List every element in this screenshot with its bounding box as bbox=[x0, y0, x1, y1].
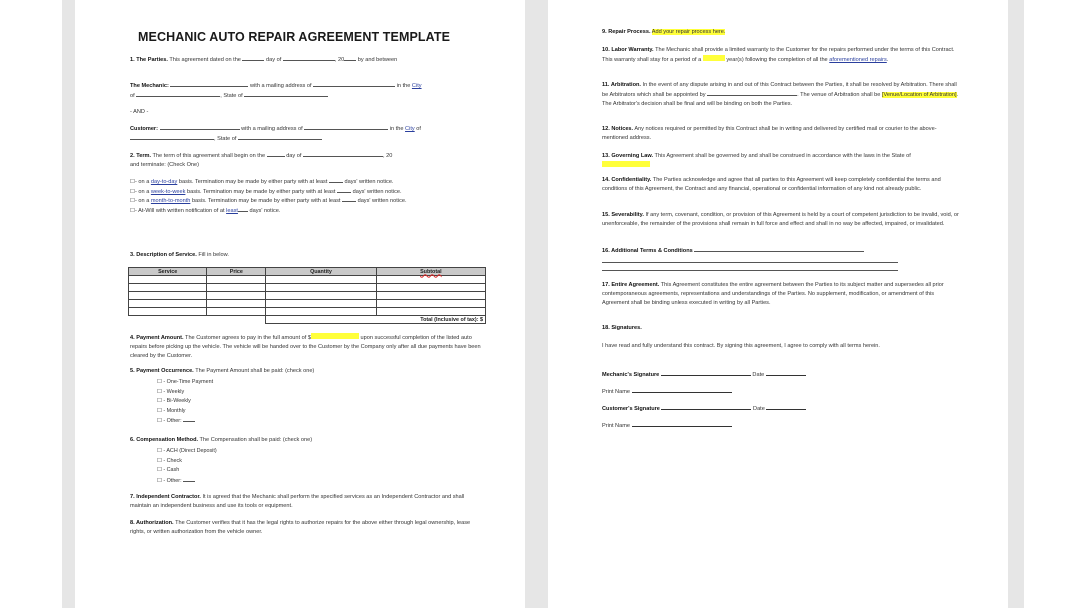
section-arbitration: 11. Arbitration. In the event of any dispute arising in and out of this Contract between the Parties, it shall be resolved by Arbitration. There shall be Arbitrators which shall be appointed by . The venue of Arbitration shall be [Venue/Location of Arbitration]. The Arbitrator's decision shall be final and will be binding on both the Parties. bbox=[602, 82, 959, 108]
mechanic-print-name[interactable]: Print Name bbox=[602, 386, 902, 397]
section-notices: 12. Notices. Any notices required or permitted by this Contract shall be in writing and delivered by certified mail or courier to the above-mentioned address. bbox=[602, 126, 937, 142]
option-other[interactable]: ☐ - Other: bbox=[157, 476, 217, 487]
option-monthly[interactable]: ☐ - Monthly bbox=[157, 407, 186, 414]
section-entire-agreement: 17. Entire Agreement. This Agreement constitutes the entire agreement between the Parties to its subject matter and supersedes all prior contemporaneous agreements, representations and understandings of the Parties. No supplement, modification, or amendment of this Agreement shall be binding unless executed in writing by all Parties. bbox=[602, 282, 944, 307]
option-weekly[interactable]: ☐ - Weekly bbox=[157, 388, 185, 395]
payment-occurrence-options[interactable] bbox=[157, 378, 213, 427]
option-other[interactable]: ☐ - Other: bbox=[157, 416, 213, 427]
section-payment-occurrence: 5. Payment Occurrence. The Payment Amount shall be paid: (check one) bbox=[130, 368, 315, 374]
col-quantity: Quantity bbox=[266, 268, 376, 276]
additional-terms-line[interactable] bbox=[602, 262, 898, 263]
table-row[interactable] bbox=[129, 276, 486, 284]
section-confidentiality: 14. Confidentiality. The Parties acknowledge and agree that all parties to this Agreement will keep completely confidential the terms and conditions of this Agreement, the Contract and any financial, operational or confidential information of any kind not already public. bbox=[602, 177, 941, 193]
section-parties: 1. The Parties. This agreement dated on the day of , 20 by and between bbox=[130, 57, 398, 63]
section-signatures-heading: 18. Signatures. bbox=[602, 325, 642, 331]
section-compensation: 6. Compensation Method. The Compensation shall be paid: (check one) bbox=[130, 437, 313, 443]
table-row[interactable] bbox=[129, 284, 486, 292]
option-one-time[interactable]: ☐ - One-Time Payment bbox=[157, 379, 214, 385]
option-check[interactable]: ☐ - Check bbox=[157, 457, 182, 464]
document-page-2[interactable] bbox=[548, 0, 1008, 608]
col-subtotal: Subtotal bbox=[376, 268, 485, 276]
signatures-statement: I have read and fully understand this contract. By signing this agreement, I agree to comply with all terms herein. bbox=[602, 343, 880, 349]
option-ach[interactable]: ☐ - ACH (Direct Deposit) bbox=[157, 448, 217, 454]
table-row[interactable] bbox=[129, 308, 486, 316]
col-service: Service bbox=[129, 268, 207, 276]
document-title: MECHANIC AUTO REPAIR AGREEMENT TEMPLATE bbox=[138, 30, 451, 44]
compensation-options[interactable] bbox=[157, 447, 217, 486]
customer-block: Customer: with a mailing address of in the City of , State of bbox=[130, 126, 421, 143]
section-severability: 15. Severability. If any term, covenant, condition, or provision of this Agreement is held by a court of competent jurisdiction to be invalid, void, or unenforceable, the remainder of the provisions shall remain in full force and effect and shall in no way be affected, impaired, or invalidated. bbox=[602, 212, 959, 228]
col-price: Price bbox=[207, 268, 266, 276]
section-term: 2. Term. The term of this agreement shall begin on the day of , 20 and terminate: (Check One) bbox=[130, 153, 393, 169]
option-cash[interactable]: ☐ - Cash bbox=[157, 467, 180, 473]
term-options: ☐- on a day-to-day basis. Termination may be made by either party with at least days' written notice. ☐- on a week-to-week basis. Termination may be made by either party with at least days' written notice. ☐- on a month-to-month basis. Termination may be made by either party with at least days' written notice. ☐- At-Will with written notification of at least days' notice. bbox=[130, 179, 407, 214]
table-row[interactable] bbox=[129, 292, 486, 300]
document-page-1[interactable] bbox=[75, 0, 525, 608]
section-repair-process: 9. Repair Process. Add your repair process here. bbox=[602, 29, 726, 35]
customer-print-name[interactable]: Print Name bbox=[602, 420, 902, 431]
table-row[interactable] bbox=[129, 300, 486, 308]
section-authorization: 8. Authorization. The Customer verifies that it has the legal rights to authorize repairs for the above either through legal ownership, lease rights, or written authorization from the vehicle owner. bbox=[130, 520, 471, 536]
section-independent-contractor: 7. Independent Contractor. It is agreed that the Mechanic shall perform the specified services as an Independent Contractor and shall maintain an independent business and use its tools or equipment. bbox=[130, 494, 465, 510]
section-payment-amount: 4. Payment Amount. The Customer agrees to pay in the full amount of $ upon successful completion of the listed auto repairs before picking up the vehicle. The vehicle will be handed over to the Customer by the Company only after all due payments have been cleared by the Customer. bbox=[130, 335, 481, 360]
mechanic-signature-line[interactable]: Mechanic's Signature Date bbox=[602, 369, 902, 380]
section-additional-terms: 16. Additional Terms & Conditions bbox=[602, 246, 960, 256]
additional-terms-line[interactable] bbox=[602, 270, 898, 271]
and-divider: - AND - bbox=[130, 109, 149, 115]
section-description: 3. Description of Service. Fill in below. bbox=[130, 252, 229, 258]
section-governing-law: 13. Governing Law. This Agreement shall be governed by and shall be construed in accordance with the laws in the State of bbox=[602, 152, 960, 171]
table-total-row bbox=[129, 316, 486, 324]
mechanic-block: The Mechanic: with a mailing address of in the City of , State of bbox=[130, 83, 422, 100]
service-table[interactable] bbox=[128, 267, 486, 324]
service-table-header bbox=[129, 268, 486, 276]
center-gutter bbox=[525, 0, 548, 608]
customer-signature-line[interactable]: Customer's Signature Date bbox=[602, 403, 902, 414]
total-label: Total (Inclusive of tax): $ bbox=[266, 316, 486, 324]
left-margin-strip bbox=[62, 0, 75, 608]
section-labor-warranty: 10. Labor Warranty. The Mechanic shall provide a limited warranty to the Customer for the repairs performed under the terms of this Contract. This warranty shall stay for a period of a year(s) following the completion of all the aforementioned repairs. bbox=[602, 47, 955, 64]
right-margin-strip bbox=[1008, 0, 1024, 608]
option-bi-weekly[interactable]: ☐ - Bi-Weekly bbox=[157, 398, 191, 404]
